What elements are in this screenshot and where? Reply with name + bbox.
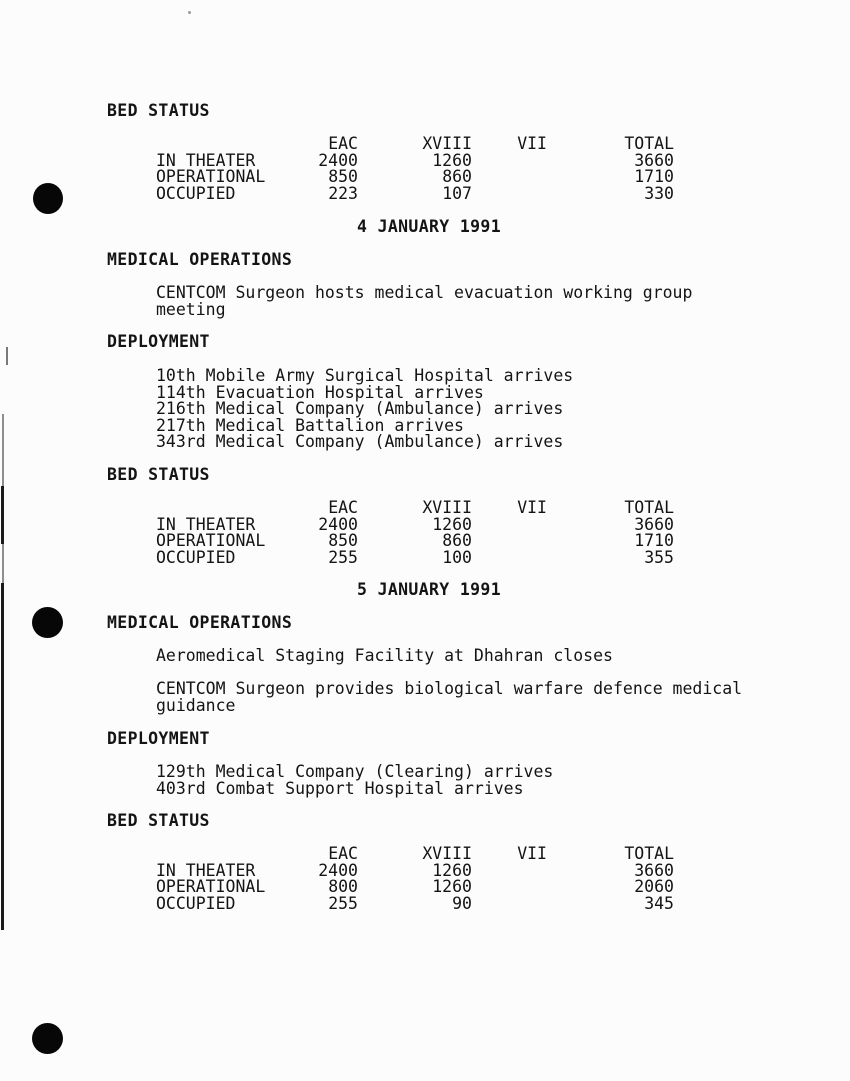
table3-row3-eac: 255 bbox=[328, 893, 358, 913]
table1-col-header-xviii: XVIII bbox=[422, 134, 472, 153]
deployment-1-item-3: 216th Medical Company (Ambulance) arrives bbox=[156, 399, 564, 418]
bed-status-table-3 bbox=[156, 846, 674, 912]
table2-row1-label: IN THEATER bbox=[156, 514, 256, 534]
table3-row2-xviii: 1260 bbox=[432, 877, 472, 897]
table1-row1-eac: 2400 bbox=[318, 150, 358, 170]
table1-row1-label: IN THEATER bbox=[156, 150, 256, 170]
deployment-1-list bbox=[156, 368, 573, 451]
table3-row3-xviii: 90 bbox=[452, 893, 472, 913]
table2-row3-label: OCCUPIED bbox=[156, 547, 236, 567]
section-heading-medical-operations-2: MEDICAL OPERATIONS bbox=[107, 613, 293, 632]
medical-operations-1-paragraph: CENTCOM Surgeon hosts medical evacuation working group meeting bbox=[156, 283, 693, 319]
table2-row3-xviii: 100 bbox=[442, 547, 472, 567]
deployment-1-item-2: 114th Evacuation Hospital arrives bbox=[156, 382, 484, 402]
scan-speck bbox=[188, 11, 191, 14]
table2-row2-vii bbox=[472, 533, 547, 550]
table1-row3-xviii: 107 bbox=[442, 183, 472, 203]
bed-status-table-1 bbox=[156, 136, 674, 202]
table3-row3-label: OCCUPIED bbox=[156, 893, 236, 913]
table2-col-header-total: TOTAL bbox=[624, 498, 674, 517]
date-heading-5-january-1991: 5 JANUARY 1991 bbox=[357, 580, 501, 599]
section-heading-deployment-1: DEPLOYMENT bbox=[107, 332, 210, 351]
table1-row2-vii bbox=[472, 169, 547, 186]
deployment-1-item-4: 217th Medical Battalion arrives bbox=[156, 415, 464, 435]
deployment-2-list bbox=[156, 764, 553, 797]
table3-col-header-xviii: XVIII bbox=[422, 844, 472, 863]
table1-col-header-total: TOTAL bbox=[624, 134, 674, 153]
table1-row1-vii bbox=[472, 153, 547, 170]
section-heading-deployment-2: DEPLOYMENT bbox=[107, 729, 210, 748]
table2-row3-vii bbox=[472, 550, 547, 567]
table2-col-header-vii: VII bbox=[517, 498, 547, 517]
table3-row1-vii bbox=[472, 863, 547, 880]
table1-row2-total: 1710 bbox=[634, 167, 674, 187]
section-heading-bed-status-3: BED STATUS bbox=[107, 811, 210, 830]
hole-punch-mark-top bbox=[33, 183, 63, 214]
table1-row3-label: OCCUPIED bbox=[156, 183, 236, 203]
table2-row1-xviii: 1260 bbox=[432, 514, 472, 534]
deployment-1-item-5: 343rd Medical Company (Ambulance) arrives bbox=[156, 432, 564, 451]
table1-row1-total: 3660 bbox=[634, 150, 674, 170]
deployment-2-item-2: 403rd Combat Support Hospital arrives bbox=[156, 778, 524, 798]
table1-col-header-vii: VII bbox=[517, 134, 547, 153]
table3-col-header-eac: EAC bbox=[328, 844, 358, 863]
table3-row1-label: IN THEATER bbox=[156, 860, 256, 880]
table2-row3-total: 355 bbox=[644, 547, 674, 567]
table1-row2-label: OPERATIONAL bbox=[156, 167, 266, 187]
table2-row1-total: 3660 bbox=[634, 514, 674, 534]
table2-row2-xviii: 860 bbox=[442, 531, 472, 551]
table3-row2-total: 2060 bbox=[634, 877, 674, 897]
table1-col-header-eac: EAC bbox=[328, 134, 358, 153]
table3-row2-vii bbox=[472, 879, 547, 896]
table2-row2-label: OPERATIONAL bbox=[156, 531, 266, 551]
scan-edge-line-black-lower bbox=[1, 583, 4, 930]
bed-status-table-2 bbox=[156, 500, 674, 566]
table1-row3-eac: 223 bbox=[328, 183, 358, 203]
medical-operations-2-paragraph-2: CENTCOM Surgeon provides biological warfare defence medical guidance bbox=[156, 679, 743, 715]
date-heading-4-january-1991: 4 JANUARY 1991 bbox=[357, 217, 501, 236]
table1-row1-xviii: 1260 bbox=[432, 150, 472, 170]
table3-row3-vii bbox=[472, 896, 547, 913]
scan-mark-dash bbox=[6, 347, 8, 365]
table3-row1-eac: 2400 bbox=[318, 860, 358, 880]
table1-row3-vii bbox=[472, 186, 547, 203]
scan-edge-line-black-upper bbox=[1, 486, 4, 544]
table2-row1-vii bbox=[472, 517, 547, 534]
table2-row2-eac: 850 bbox=[328, 531, 358, 551]
table2-row3-eac: 255 bbox=[328, 547, 358, 567]
table3-row2-eac: 800 bbox=[328, 877, 358, 897]
table2-col-header-xviii: XVIII bbox=[422, 498, 472, 517]
table2-col-header-eac: EAC bbox=[328, 498, 358, 517]
table2-row1-eac: 2400 bbox=[318, 514, 358, 534]
table3-row2-label: OPERATIONAL bbox=[156, 877, 266, 897]
table3-row1-xviii: 1260 bbox=[432, 860, 472, 880]
section-heading-bed-status-1: BED STATUS bbox=[107, 101, 210, 120]
table1-row3-total: 330 bbox=[644, 183, 674, 203]
table1-row2-eac: 850 bbox=[328, 167, 358, 187]
deployment-2-item-1: 129th Medical Company (Clearing) arrives bbox=[156, 762, 554, 781]
table1-row2-xviii: 860 bbox=[442, 167, 472, 187]
hole-punch-mark-middle bbox=[32, 607, 63, 638]
section-heading-bed-status-2: BED STATUS bbox=[107, 465, 210, 484]
medical-operations-2-paragraph-1: Aeromedical Staging Facility at Dhahran closes bbox=[156, 646, 613, 665]
deployment-1-item-1: 10th Mobile Army Surgical Hospital arrives bbox=[156, 366, 574, 385]
table3-col-header-vii: VII bbox=[517, 844, 547, 863]
table3-col-header-total: TOTAL bbox=[624, 844, 674, 863]
table3-row1-total: 3660 bbox=[634, 860, 674, 880]
hole-punch-mark-bottom bbox=[32, 1023, 63, 1054]
section-heading-medical-operations-1: MEDICAL OPERATIONS bbox=[107, 250, 293, 269]
table2-row2-total: 1710 bbox=[634, 531, 674, 551]
table3-row3-total: 345 bbox=[644, 893, 674, 913]
